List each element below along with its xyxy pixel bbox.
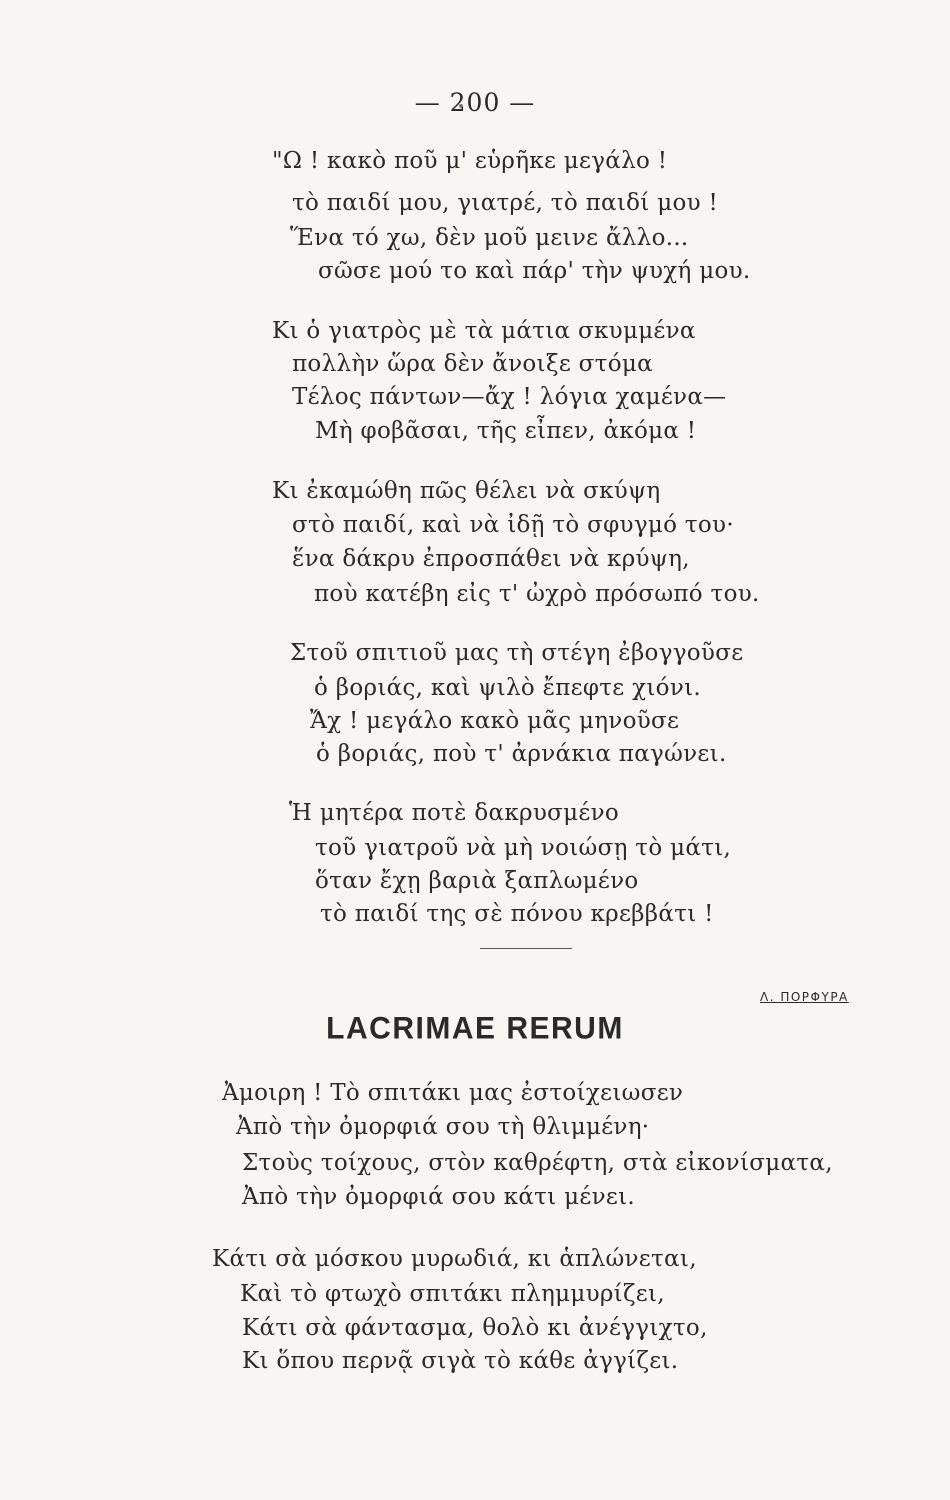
poem-line: Στοῦ σπιτιοῦ μας τὴ στέγη ἐβογγοῦσε <box>290 640 744 666</box>
poem-line: "Ω ! κακὸ ποῦ μ' εὑρῆκε μεγάλο ! <box>272 148 668 174</box>
poem-line: ὁ βοριάς, καὶ ψιλὸ ἔπεφτε χιόνι. <box>314 675 702 701</box>
section-divider <box>480 948 572 949</box>
page-number: — 200 — <box>414 88 536 117</box>
author-signature: Λ. ΠΟΡΦΥΡΑ <box>760 990 849 1004</box>
poem-line: στὸ παιδί, καὶ νὰ ἰδῇ τὸ σφυγμό του· <box>292 512 734 538</box>
poem-line: Κι ὅπου περνᾷ σιγὰ τὸ κάθε ἀγγίζει. <box>242 1348 679 1374</box>
poem-line: Ἄχ ! μεγάλο κακὸ μᾶς μηνοῦσε <box>310 708 680 734</box>
poem-line: Στοὺς τοίχους, στὸν καθρέφτη, στὰ εἰκονίσματα, <box>242 1150 833 1176</box>
poem-line: Κι ἐκαμώθη πῶς θέλει νὰ σκύψη <box>272 478 661 504</box>
poem-line: Κι ὁ γιατρὸς μὲ τὰ μάτια σκυμμένα <box>272 318 696 344</box>
poem-line: ὁ βοριάς, ποὺ τ' ἀρνάκια παγώνει. <box>316 741 727 767</box>
poem-line: τοῦ γιατροῦ νὰ μὴ νοιώσῃ τὸ μάτι, <box>315 835 732 861</box>
poem-line: ἕνα δάκρυ ἐπροσπάθει νὰ κρύψη, <box>292 546 690 572</box>
poem-line: Καὶ τὸ φτωχὸ σπιτάκι πλημμυρίζει, <box>240 1281 665 1307</box>
poem-line: ὅταν ἔχῃ βαριὰ ξαπλωμένο <box>315 868 639 894</box>
poem-line: Τέλος πάντων—ἄχ ! λόγια χαμένα— <box>292 384 727 410</box>
poem-line: σῶσε μού το καὶ πάρ' τὴν ψυχή μου. <box>318 258 751 284</box>
poem-line: Κάτι σὰ μόσκου μυρωδιά, κι ἁπλώνεται, <box>212 1246 697 1272</box>
poem-line: Ἀμοιρη ! Τὸ σπιτάκι μας ἐστοίχειωσεν <box>222 1080 684 1106</box>
poem-title: LACRIMAE RERUM <box>326 1011 624 1046</box>
poem-line: ποὺ κατέβη εἰς τ' ὠχρὸ πρόσωπό του. <box>314 581 760 607</box>
poem-line: Κάτι σὰ φάντασμα, θολὸ κι ἀνέγγιχτο, <box>242 1315 708 1341</box>
poem-line: πολλὴν ὥρα δὲν ἄνοιξε στόμα <box>292 351 653 377</box>
poem-line: τὸ παιδί της σὲ πόνου κρεββάτι ! <box>320 901 714 927</box>
poem-line: Ἕνα τό χω, δὲν μοῦ μεινε ἄλλο... <box>290 225 689 251</box>
poem-line: Ἀπὸ τὴν ὀμορφιά σου κάτι μένει. <box>242 1184 635 1210</box>
poem-line: Ἡ μητέρα ποτὲ δακρυσμένο <box>289 800 620 826</box>
poem-line: τὸ παιδί μου, γιατρέ, τὸ παιδί μου ! <box>292 190 719 216</box>
poem-line: Μὴ φοβᾶσαι, τῆς εἶπεν, ἀκόμα ! <box>315 418 697 444</box>
poem-line: Ἀπὸ τὴν ὀμορφιά σου τὴ θλιμμένη· <box>236 1114 650 1140</box>
